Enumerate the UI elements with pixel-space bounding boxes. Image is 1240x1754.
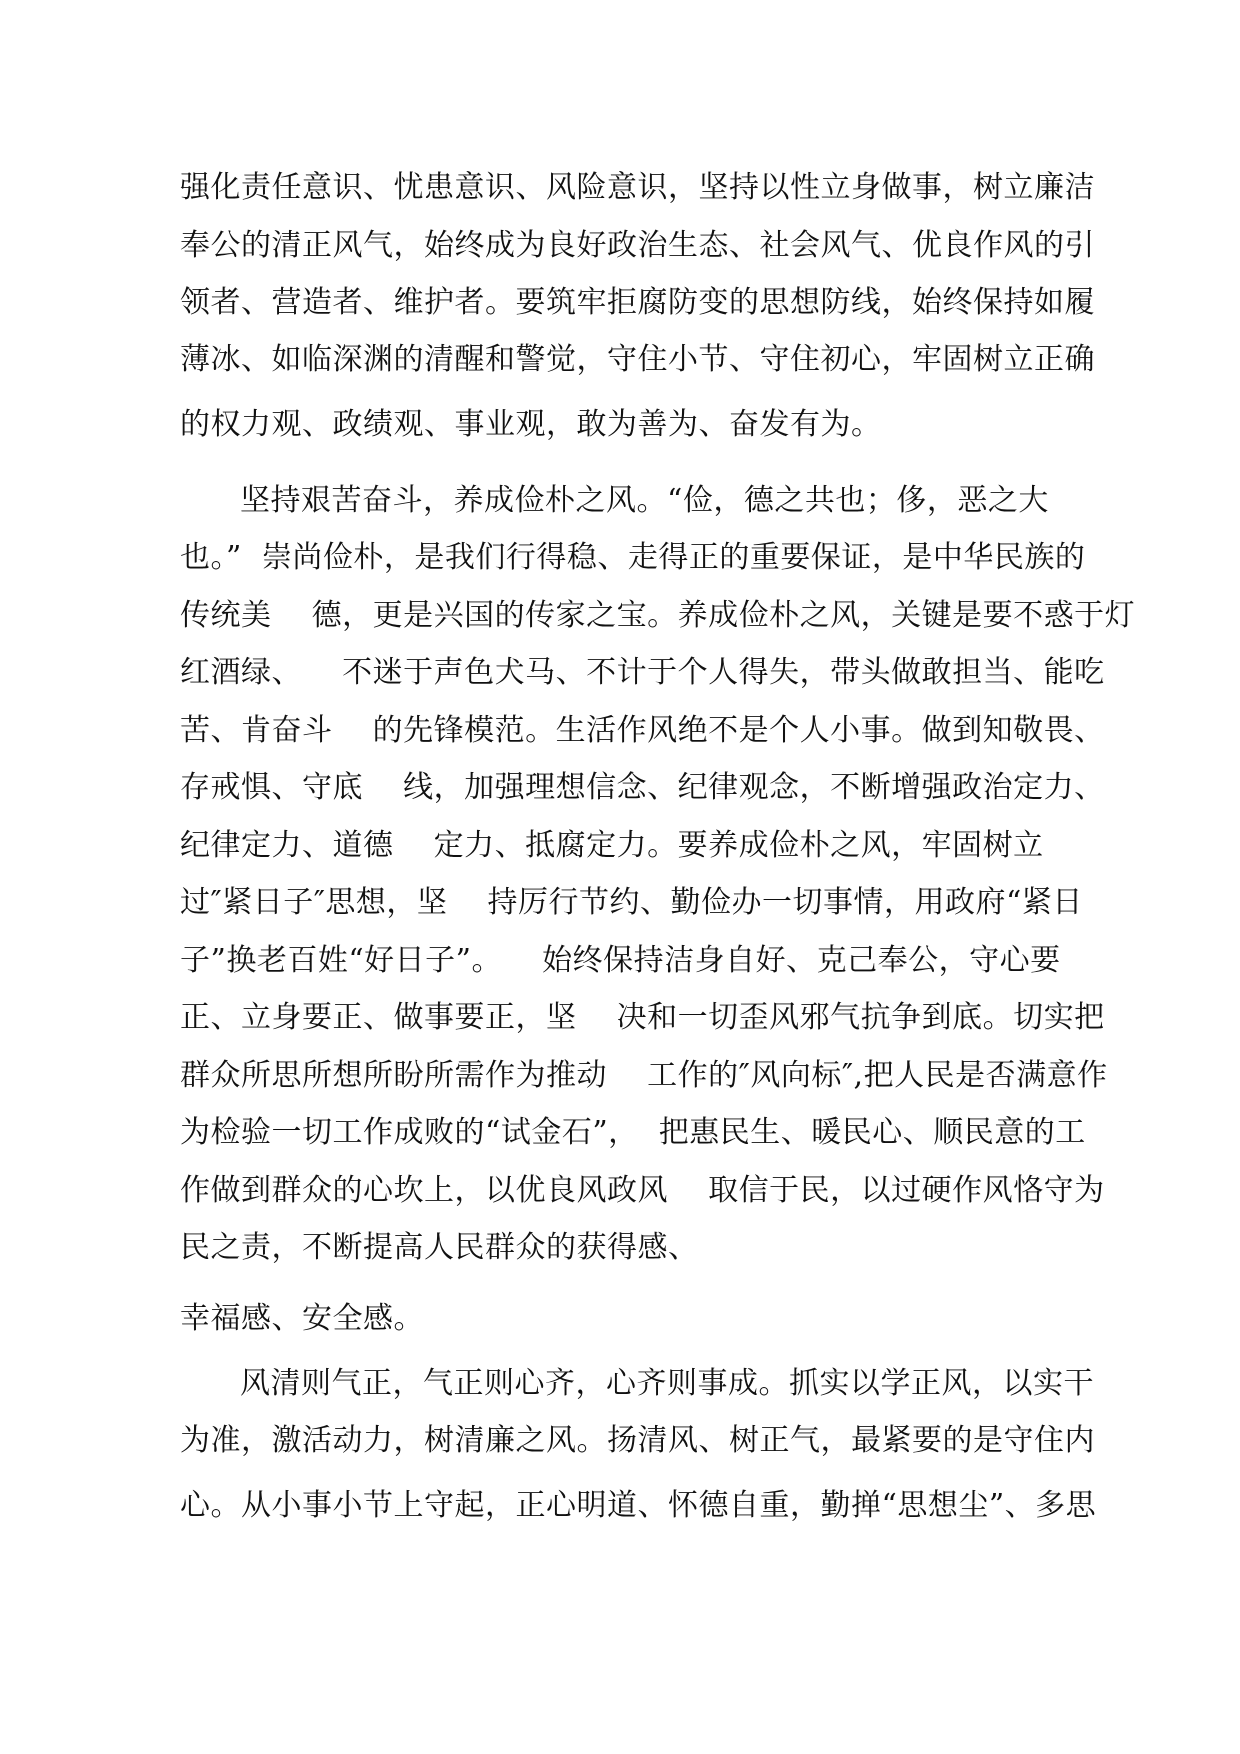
text-line: 也。” 崇尚俭朴，是我们行得稳、走得正的重要保证，是中华民族的 — [180, 540, 1086, 575]
text-line: 红酒绿、 不迷于声色犬马、不计于个人得失，带头做敢担当、能吃 — [180, 655, 1105, 690]
text-line: 为检验一切工作成败的“试金石”， 把惠民生、暖民心、顺民意的工 — [180, 1115, 1086, 1150]
text-line: 民之责，不断提高人民群众的获得感、 — [180, 1230, 699, 1265]
text-line: 正、立身要正、做事要正，坚 决和一切歪风邪气抗争到底。切实把 — [180, 1000, 1105, 1035]
text-line: 心。从小事小节上守起，正心明道、怀德自重，勤掸“思想尘”、多思 — [180, 1488, 1097, 1523]
text-line: 强化责任意识、忧患意识、风险意识，坚持以性立身做事，树立廉洁 — [180, 170, 1095, 205]
text-line: 过″紧日子″思想，坚 持厉行节约、勤俭办一切事情，用政府“紧日 — [180, 885, 1083, 920]
text-line: 幸福感、安全感。 — [180, 1301, 424, 1336]
text-line: 纪律定力、道德 定力、抵腐定力。要养成俭朴之风，牢固树立 — [180, 828, 1044, 863]
text-line: 作做到群众的心坎上，以优良风政风 取信于民，以过硬作风恪守为 — [180, 1173, 1105, 1208]
text-line: 苦、肯奋斗 的先锋模范。生活作风绝不是个人小事。做到知敬畏、 — [180, 713, 1105, 748]
text-line: 群众所思所想所盼所需作为推动 工作的″风向标″,把人民是否满意作 — [180, 1058, 1108, 1093]
text-line: 为准，激活动力，树清廉之风。扬清风、树正气，最紧要的是守住内 — [180, 1423, 1095, 1458]
text-line: 的权力观、政绩观、事业观，敢为善为、奋发有为。 — [180, 407, 882, 442]
text-line: 奉公的清正风气，始终成为良好政治生态、社会风气、优良作风的引 — [180, 228, 1095, 263]
text-line: 领者、营造者、维护者。要筑牢拒腐防变的思想防线，始终保持如履 — [180, 285, 1095, 320]
text-line: 薄冰、如临深渊的清醒和警觉，守住小节、守住初心，牢固树立正确 — [180, 342, 1095, 377]
paragraph-first-line: 坚持艰苦奋斗，养成俭朴之风。“俭，德之共也；侈，恶之大 — [240, 483, 1049, 518]
text-line: 子”换老百姓“好日子”。 始终保持洁身自好、克己奉公，守心要 — [180, 943, 1061, 978]
text-line: 存戒惧、守底 线，加强理想信念、纪律观念，不断增强政治定力、 — [180, 770, 1105, 805]
paragraph-first-line: 风清则气正，气正则心齐，心齐则事成。抓实以学正风，以实干 — [240, 1366, 1094, 1401]
text-line: 传统美 德，更是兴国的传家之宝。养成俭朴之风，关键是要不惑于灯 — [180, 598, 1136, 633]
